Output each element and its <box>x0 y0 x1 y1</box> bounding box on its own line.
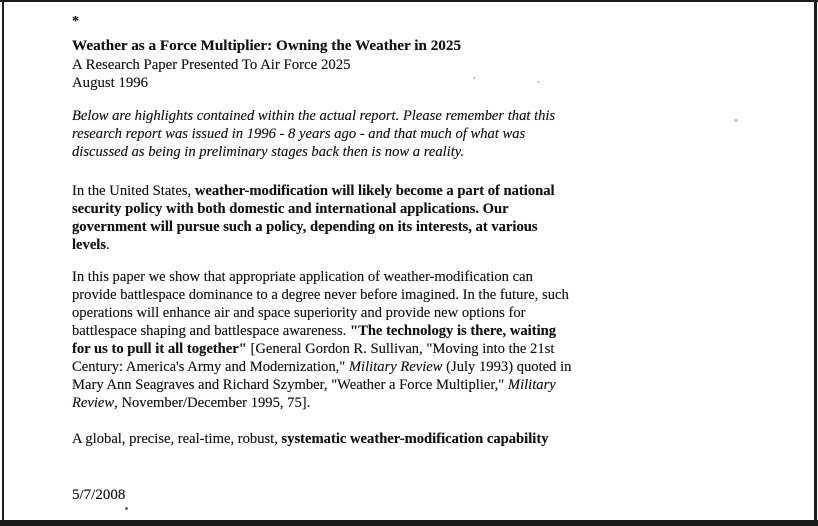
scan-speck <box>473 77 476 79</box>
scan-right-edge <box>814 0 817 526</box>
scan-left-edge <box>2 0 4 526</box>
intro-note-paragraph: Below are highlights contained within the actual report. Please remember that this research report was issued in 1996 - 8 years ago - and that much of what was discussed as being in preliminary stages back then is now a reality. <box>72 108 556 160</box>
scan-bottom-edge <box>0 520 818 526</box>
document-subtitle: A Research Paper Presented To Air Force 2025 <box>72 57 351 73</box>
scan-speck <box>125 507 128 510</box>
scan-top-edge <box>0 0 818 2</box>
body-paragraph: In this paper we show that appropriate application of weather-modification can provide battlespace dominance to a degree never before imagined. In the future, such operations will enhance air and space superiority and provide new options for battlespace shaping and battlespace awareness. "The technology is there, waiting for us to pull it all together" [General Gordon R. Sullivan, "Moving into the 21st Century: America's Army and Modernization," Military Review (July 1993) quoted in Mary Ann Seagraves and Richard Szymber, "Weather a Force Multiplier," Military Review, November/December 1995, 75]. <box>72 269 572 411</box>
document-title: Weather as a Force Multiplier: Owning the Weather in 2025 <box>72 37 462 54</box>
footer-date: 5/7/2008 <box>72 487 126 503</box>
document-date: August 1996 <box>72 75 149 91</box>
capability-line: A global, precise, real-time, robust, systematic weather-modification capability <box>72 431 549 447</box>
policy-paragraph: In the United States, weather-modification will likely become a part of national security policy with both domestic and international applications. Our government will pursue such a policy, depending on its interests, at various levels. <box>72 183 555 253</box>
scan-speck <box>537 81 540 83</box>
scan-speck <box>734 119 738 122</box>
annotation-star: * <box>72 14 79 29</box>
